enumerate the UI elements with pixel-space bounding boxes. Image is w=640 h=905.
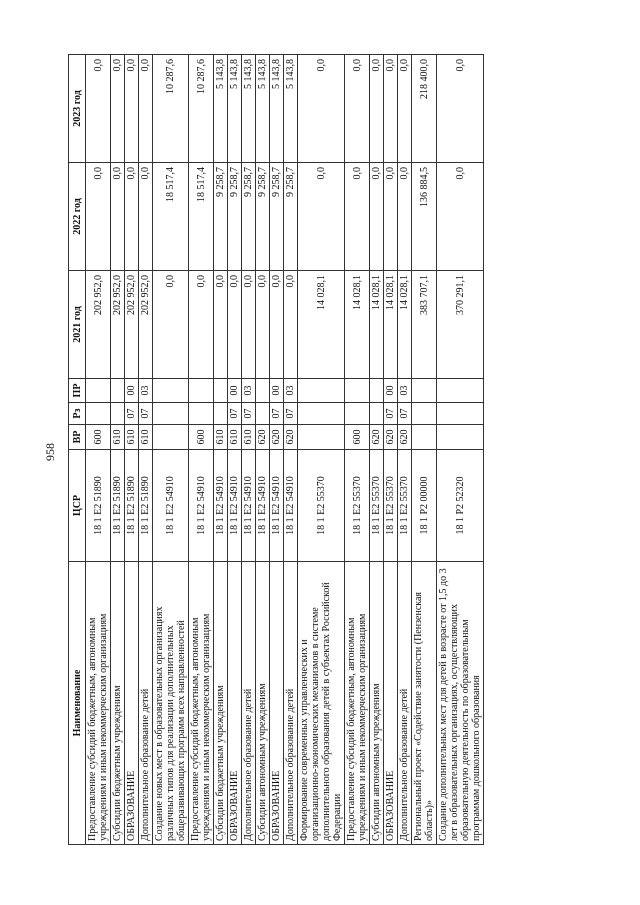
- cell-rz: [214, 403, 228, 425]
- table-row: [153, 55, 189, 845]
- table-row: [345, 55, 370, 845]
- header-2022: 2022 год: [69, 163, 86, 271]
- cell-2023: 5 143,8: [214, 55, 228, 163]
- cell-2022: 9 258,7: [242, 163, 256, 271]
- cell-name: Формирование современных управленческих и организационно-экономических механизмов в системе дополнительного образования детей в субъектах Российской Федерации: [298, 562, 345, 845]
- cell-pr: 03: [139, 379, 153, 403]
- cell-name: Создание дополнительных мест для детей в возрасте от 1,5 до 3 лет в образовательных организациях, осуществляющих образовательную деятельность по образовательным программам дошкольного образования: [437, 562, 484, 845]
- header-pr: ПР: [69, 379, 86, 403]
- cell-vr: 610: [228, 425, 242, 450]
- cell-pr: 00: [125, 379, 139, 403]
- cell-csr: 18 1 P2 52320: [437, 450, 484, 562]
- cell-2022: 18 517,4: [153, 163, 189, 271]
- cell-pr: [370, 379, 384, 403]
- table-row: [270, 55, 284, 845]
- cell-2023: 218 400,0: [412, 55, 437, 163]
- table-header-row: [69, 55, 86, 845]
- rotated-page-area: [68, 55, 578, 845]
- cell-2023: 0,0: [139, 55, 153, 163]
- table-row: [256, 55, 270, 845]
- cell-pr: [412, 379, 437, 403]
- cell-2021: 0,0: [242, 271, 256, 379]
- cell-rz: 07: [270, 403, 284, 425]
- cell-2021: 202 952,0: [125, 271, 139, 379]
- cell-csr: 18 1 E2 51890: [111, 450, 125, 562]
- cell-2022: 0,0: [437, 163, 484, 271]
- budget-table: [68, 54, 484, 845]
- cell-2021: 202 952,0: [86, 271, 111, 379]
- cell-2022: 9 258,7: [228, 163, 242, 271]
- cell-name: ОБРАЗОВАНИЕ: [228, 562, 242, 845]
- cell-pr: [256, 379, 270, 403]
- cell-2021: 383 707,1: [412, 271, 437, 379]
- cell-rz: [111, 403, 125, 425]
- cell-2021: 202 952,0: [139, 271, 153, 379]
- cell-name: Региональный проект «Содействие занятости (Пензенская область)»: [412, 562, 437, 845]
- table-row: [284, 55, 298, 845]
- table-row: [111, 55, 125, 845]
- cell-vr: 620: [270, 425, 284, 450]
- cell-csr: 18 1 E2 54910: [256, 450, 270, 562]
- cell-2023: 5 143,8: [228, 55, 242, 163]
- cell-vr: [298, 425, 345, 450]
- cell-2021: 14 028,1: [345, 271, 370, 379]
- cell-vr: [153, 425, 189, 450]
- header-csr: ЦСР: [69, 450, 86, 562]
- cell-csr: 18 1 E2 55370: [345, 450, 370, 562]
- cell-2022: 0,0: [398, 163, 412, 271]
- cell-rz: [345, 403, 370, 425]
- cell-2021: 0,0: [189, 271, 214, 379]
- cell-rz: 07: [125, 403, 139, 425]
- cell-vr: 620: [398, 425, 412, 450]
- cell-pr: [189, 379, 214, 403]
- cell-2023: 5 143,8: [256, 55, 270, 163]
- cell-csr: 18 1 E2 54910: [270, 450, 284, 562]
- cell-2021: 0,0: [228, 271, 242, 379]
- table-row: [384, 55, 398, 845]
- cell-vr: 620: [284, 425, 298, 450]
- table-row: [437, 55, 484, 845]
- cell-2021: 0,0: [214, 271, 228, 379]
- cell-name: Субсидии бюджетным учреждениям: [111, 562, 125, 845]
- table-body: [86, 55, 484, 845]
- header-vr: ВР: [69, 425, 86, 450]
- cell-2022: 0,0: [111, 163, 125, 271]
- cell-pr: [111, 379, 125, 403]
- cell-csr: 18 1 E2 51890: [139, 450, 153, 562]
- cell-pr: [437, 379, 484, 403]
- header-name: Наименование: [69, 562, 86, 845]
- cell-name: Субсидии бюджетным учреждениям: [214, 562, 228, 845]
- cell-rz: [153, 403, 189, 425]
- cell-2022: 0,0: [86, 163, 111, 271]
- table-row: [242, 55, 256, 845]
- cell-2021: 202 952,0: [111, 271, 125, 379]
- cell-2023: 0,0: [384, 55, 398, 163]
- cell-pr: 00: [270, 379, 284, 403]
- cell-csr: 18 1 E2 51890: [86, 450, 111, 562]
- cell-rz: 07: [384, 403, 398, 425]
- cell-vr: [437, 425, 484, 450]
- cell-name: ОБРАЗОВАНИЕ: [384, 562, 398, 845]
- cell-2021: 14 028,1: [370, 271, 384, 379]
- cell-csr: 18 1 E2 51890: [125, 450, 139, 562]
- cell-2023: 0,0: [298, 55, 345, 163]
- cell-2022: 136 884,5: [412, 163, 437, 271]
- cell-name: ОБРАЗОВАНИЕ: [270, 562, 284, 845]
- cell-csr: 18 1 E2 54910: [214, 450, 228, 562]
- cell-rz: 07: [139, 403, 153, 425]
- cell-vr: 610: [242, 425, 256, 450]
- cell-name: Дополнительное образование детей: [284, 562, 298, 845]
- cell-rz: 07: [398, 403, 412, 425]
- table-row: [86, 55, 111, 845]
- cell-2022: 0,0: [298, 163, 345, 271]
- table-row: [370, 55, 384, 845]
- cell-pr: 03: [398, 379, 412, 403]
- page-number: 958: [43, 443, 57, 461]
- header-2023: 2023 год: [69, 55, 86, 163]
- cell-2021: 0,0: [270, 271, 284, 379]
- cell-vr: 610: [214, 425, 228, 450]
- cell-rz: [86, 403, 111, 425]
- table-row: [228, 55, 242, 845]
- cell-vr: 610: [139, 425, 153, 450]
- table-row: [214, 55, 228, 845]
- header-2021: 2021 год: [69, 271, 86, 379]
- cell-2022: 0,0: [370, 163, 384, 271]
- cell-2022: 0,0: [345, 163, 370, 271]
- cell-pr: 00: [228, 379, 242, 403]
- cell-vr: 620: [384, 425, 398, 450]
- cell-rz: [437, 403, 484, 425]
- cell-2023: 5 143,8: [242, 55, 256, 163]
- cell-2023: 10 287,6: [153, 55, 189, 163]
- cell-name: ОБРАЗОВАНИЕ: [125, 562, 139, 845]
- cell-name: Предоставление субсидий бюджетным, автономным учреждениям и иным некоммерческим организациям: [345, 562, 370, 845]
- cell-2021: 0,0: [153, 271, 189, 379]
- cell-vr: 600: [189, 425, 214, 450]
- cell-csr: 18 1 E2 54910: [242, 450, 256, 562]
- cell-2021: 14 028,1: [398, 271, 412, 379]
- cell-rz: 07: [228, 403, 242, 425]
- cell-2022: 0,0: [125, 163, 139, 271]
- cell-name: Дополнительное образование детей: [398, 562, 412, 845]
- cell-2021: 0,0: [256, 271, 270, 379]
- cell-rz: [256, 403, 270, 425]
- table-row: [298, 55, 345, 845]
- table-row: [189, 55, 214, 845]
- cell-name: Предоставление субсидий бюджетным, автономным учреждениям и иным некоммерческим организациям: [86, 562, 111, 845]
- cell-csr: 18 1 E2 55370: [398, 450, 412, 562]
- cell-csr: 18 1 E2 55370: [384, 450, 398, 562]
- table-row: [125, 55, 139, 845]
- cell-2022: 9 258,7: [284, 163, 298, 271]
- cell-csr: 18 1 E2 54910: [189, 450, 214, 562]
- cell-vr: 600: [345, 425, 370, 450]
- cell-2022: 9 258,7: [256, 163, 270, 271]
- cell-2023: 0,0: [370, 55, 384, 163]
- cell-name: Дополнительное образование детей: [242, 562, 256, 845]
- cell-csr: 18 1 E2 55370: [370, 450, 384, 562]
- cell-csr: 18 1 E2 55370: [298, 450, 345, 562]
- cell-2022: 18 517,4: [189, 163, 214, 271]
- cell-rz: [370, 403, 384, 425]
- cell-2021: 370 291,1: [437, 271, 484, 379]
- cell-2022: 9 258,7: [270, 163, 284, 271]
- cell-rz: [412, 403, 437, 425]
- cell-name: Субсидии автономным учреждениям: [370, 562, 384, 845]
- cell-2022: 0,0: [139, 163, 153, 271]
- cell-2021: 14 028,1: [384, 271, 398, 379]
- cell-pr: [298, 379, 345, 403]
- cell-2022: 0,0: [384, 163, 398, 271]
- cell-name: Создание новых мест в образовательных организациях различных типов для реализации дополнительных общеразвивающих программ всех направленностей: [153, 562, 189, 845]
- cell-rz: [298, 403, 345, 425]
- rotated-table-container: [68, 55, 578, 845]
- cell-csr: 18 1 E2 54910: [284, 450, 298, 562]
- cell-rz: 07: [284, 403, 298, 425]
- table-row: [412, 55, 437, 845]
- cell-2023: 0,0: [125, 55, 139, 163]
- cell-name: Субсидии автономным учреждениям: [256, 562, 270, 845]
- table-row: [139, 55, 153, 845]
- cell-csr: 18 1 E2 54910: [228, 450, 242, 562]
- cell-2023: 0,0: [398, 55, 412, 163]
- cell-csr: 18 1 E2 54910: [153, 450, 189, 562]
- cell-pr: 03: [284, 379, 298, 403]
- cell-name: Предоставление субсидий бюджетным, автономным учреждениям и иным некоммерческим организациям: [189, 562, 214, 845]
- cell-pr: [345, 379, 370, 403]
- cell-vr: 620: [256, 425, 270, 450]
- cell-2021: 0,0: [284, 271, 298, 379]
- cell-rz: [189, 403, 214, 425]
- cell-2023: 0,0: [111, 55, 125, 163]
- cell-pr: [153, 379, 189, 403]
- cell-2023: 0,0: [437, 55, 484, 163]
- cell-2023: 5 143,8: [284, 55, 298, 163]
- cell-vr: 600: [86, 425, 111, 450]
- cell-pr: [214, 379, 228, 403]
- cell-name: Дополнительное образование детей: [139, 562, 153, 845]
- cell-2021: 14 028,1: [298, 271, 345, 379]
- cell-2023: 0,0: [86, 55, 111, 163]
- cell-2023: 5 143,8: [270, 55, 284, 163]
- table-row: [398, 55, 412, 845]
- cell-2023: 10 287,6: [189, 55, 214, 163]
- cell-pr: [86, 379, 111, 403]
- cell-vr: [412, 425, 437, 450]
- cell-vr: 610: [111, 425, 125, 450]
- cell-rz: 07: [242, 403, 256, 425]
- cell-pr: 03: [242, 379, 256, 403]
- cell-pr: 00: [384, 379, 398, 403]
- cell-csr: 18 1 P2 00000: [412, 450, 437, 562]
- cell-vr: 620: [370, 425, 384, 450]
- header-rz: Рз: [69, 403, 86, 425]
- cell-vr: 610: [125, 425, 139, 450]
- cell-2022: 9 258,7: [214, 163, 228, 271]
- cell-2023: 0,0: [345, 55, 370, 163]
